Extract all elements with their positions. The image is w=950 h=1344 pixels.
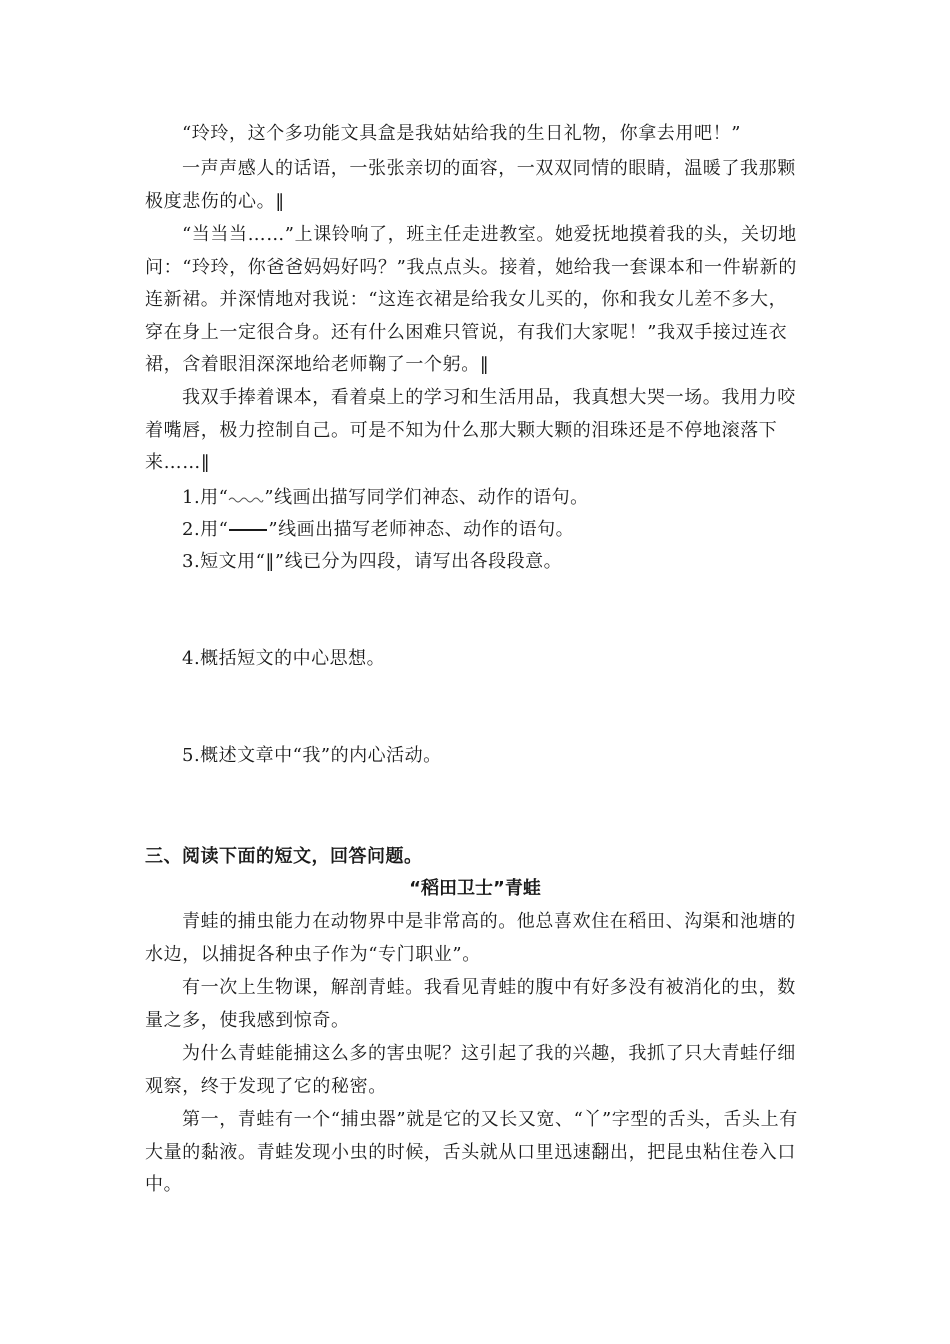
question-2-prefix: 2.用“ (182, 519, 229, 540)
passage-paragraph-1: “玲玲，这个多功能文具盒是我姑姑给我的生日礼物，你拿去用吧！” (182, 123, 742, 144)
solid-line-icon (229, 529, 267, 531)
question-5: 5.概述文章中“我”的内心活动。 (182, 745, 442, 766)
passage-paragraph-4: 我双手捧着课本，看着桌上的学习和生活用品，我真想大哭一场。我用力咬着嘴唇，极力控制自己。可是不知为什么那大颗大颗的泪珠还是不停地滚落下来……‖ (145, 387, 796, 473)
question-1-suffix: ”线画出描写同学们神态、动作的语句。 (264, 487, 589, 508)
article-paragraph-4: 第一，青蛙有一个“捕虫器”就是它的又长又宽、“丫”字型的舌头，舌头上有大量的黏液。青蛙发现小虫的时候，舌头就从口里迅速翻出，把昆虫粘住卷入口中。 (145, 1109, 798, 1195)
question-2 (182, 514, 574, 546)
question-1 (182, 482, 589, 514)
passage-paragraph-3: “当当当……”上课铃响了，班主任走进教室。她爱抚地摸着我的头，关切地问：“玲玲，你爸爸妈妈好吗？”我点点头。接着，她给我一套课本和一件崭新的连新裙。并深情地对我说：“这连衣裙是给我女儿买的，你和我女儿差不多大，穿在身上一定很合身。还有什么困难只管说，有我们大家呢！”我双手接过连衣裙，含着眼泪深深地给老师鞠了一个躬。‖ (145, 224, 798, 375)
article-title: “稻田卫士”青蛙 (409, 878, 541, 899)
passage-paragraph-2: 一声声感人的话语，一张张亲切的面容，一双双同情的眼睛，温暖了我那颗极度悲伤的心。‖ (145, 158, 796, 212)
question-1-prefix: 1.用“ (182, 487, 229, 508)
article-paragraph-3: 为什么青蛙能捕这么多的害虫呢？这引起了我的兴趣，我抓了只大青蛙仔细观察，终于发现了它的秘密。 (145, 1043, 796, 1097)
question-4: 4.概括短文的中心思想。 (182, 648, 386, 669)
wavy-line-icon (228, 492, 264, 504)
question-3: 3.短文用“‖”线已分为四段，请写出各段段意。 (182, 551, 563, 572)
article-paragraph-1: 青蛙的捕虫能力在动物界中是非常高的。他总喜欢住在稻田、沟渠和池塘的水边，以捕捉各种虫子作为“专门职业”。 (145, 911, 796, 965)
section-3-heading: 三、阅读下面的短文，回答问题。 (145, 846, 423, 867)
article-paragraph-2: 有一次上生物课，解剖青蛙。我看见青蛙的腹中有好多没有被消化的虫，数量之多，使我感到惊奇。 (145, 977, 796, 1031)
question-2-suffix: ”线画出描写老师神态、动作的语句。 (268, 519, 575, 540)
